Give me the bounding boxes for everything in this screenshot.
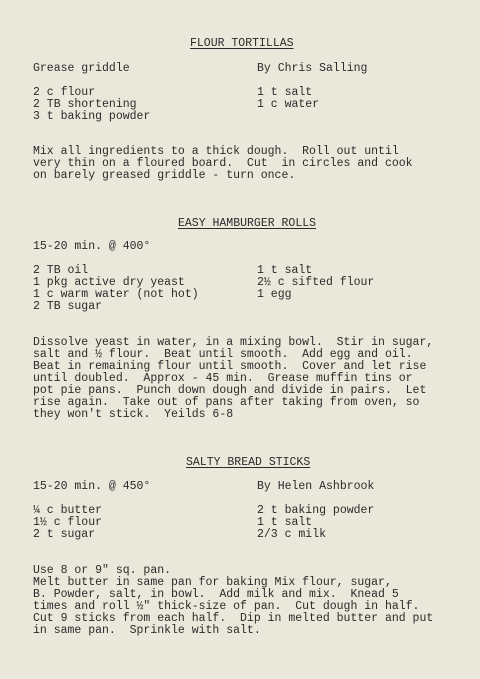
instruction-line: Melt butter in same pan for baking Mix flour, sugar, [33, 576, 392, 589]
ingredient: 2 c flour [33, 86, 96, 99]
recipe-title: EASY HAMBURGER ROLLS [178, 217, 317, 230]
instruction-line: on barely greased griddle - turn once. [33, 169, 296, 182]
ingredient: 3 t baking powder [33, 110, 151, 123]
instruction-line: very thin on a floured board. Cut in circles and cook [33, 157, 413, 170]
ingredient: 2½ c sifted flour [257, 276, 375, 289]
ingredient: 1½ c flour [33, 516, 103, 529]
instruction-line: Use 8 or 9" sq. pan. [33, 564, 172, 577]
recipe-title: SALTY BREAD STICKS [186, 456, 311, 469]
instruction-line: Cut 9 sticks from each half. Dip in melted butter and put [33, 612, 434, 625]
ingredient: 1 c warm water (not hot) [33, 288, 199, 301]
ingredient: 2/3 c milk [257, 528, 327, 541]
ingredient: 2 TB oil [33, 264, 89, 277]
ingredient: 1 t salt [257, 264, 313, 277]
instruction-line: they won't stick. Yeilds 6-8 [33, 408, 234, 421]
recipe-author: By Chris Salling [257, 62, 368, 75]
instruction-line: Mix all ingredients to a thick dough. Roll out until [33, 145, 399, 158]
recipe-time: 15-20 min. @ 450° [33, 480, 151, 493]
instruction-line: times and roll ½" thick-size of pan. Cut dough in half. [33, 600, 420, 613]
instruction-line: Beat in remaining flour until smooth. Cover and let rise [33, 360, 427, 373]
instruction-line: until doubled. Approx - 45 min. Grease muffin tins or [33, 372, 413, 385]
recipe-title: FLOUR TORTILLAS [190, 37, 294, 50]
ingredient: 1 pkg active dry yeast [33, 276, 185, 289]
ingredient: ¼ c butter [33, 504, 103, 517]
recipe-time: 15-20 min. @ 400° [33, 240, 151, 253]
recipe-note: Grease griddle [33, 62, 130, 75]
ingredient: 1 t salt [257, 86, 313, 99]
ingredient: 2 t baking powder [257, 504, 375, 517]
instruction-line: Dissolve yeast in water, in a mixing bowl. Stir in sugar, [33, 336, 434, 349]
ingredient: 2 TB sugar [33, 300, 103, 313]
instruction-line: pot pie pans. Punch down dough and divide in pairs. Let [33, 384, 427, 397]
ingredient: 1 t salt [257, 516, 313, 529]
ingredient: 2 TB shortening [33, 98, 137, 111]
instruction-line: rise again. Take out of pans after taking from oven, so [33, 396, 420, 409]
instruction-line: salt and ½ flour. Beat until smooth. Add egg and oil. [33, 348, 413, 361]
instruction-line: in same pan. Sprinkle with salt. [33, 624, 261, 637]
instruction-line: B. Powder, salt, in bowl. Add milk and mix. Knead 5 [33, 588, 399, 601]
ingredient: 2 t sugar [33, 528, 96, 541]
recipe-author: By Helen Ashbrook [257, 480, 375, 493]
ingredient: 1 c water [257, 98, 320, 111]
ingredient: 1 egg [257, 288, 292, 301]
